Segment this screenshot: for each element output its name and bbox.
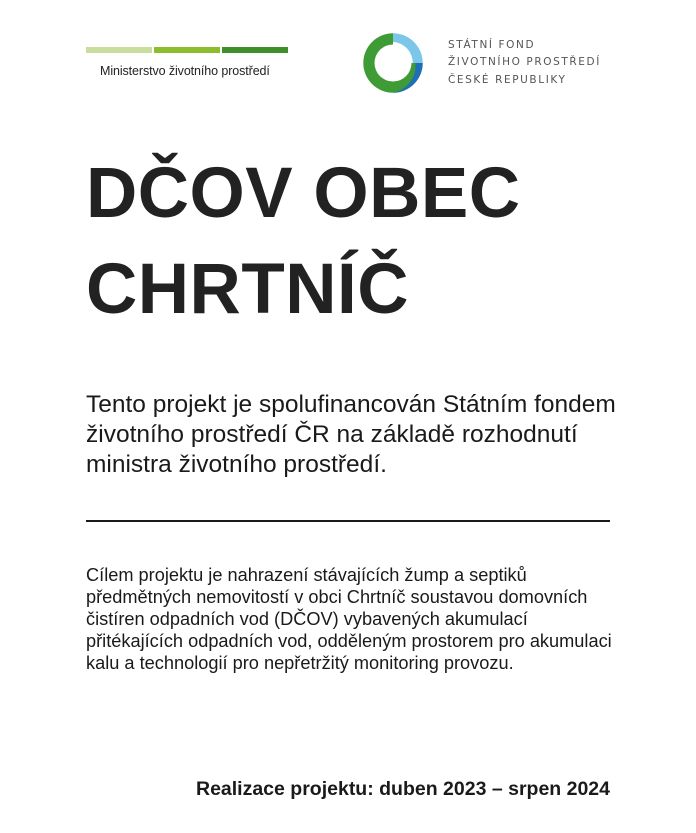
ministry-logo-bar-dark — [222, 47, 288, 53]
ministry-logo-bar-light — [86, 47, 152, 53]
page-title-line-2: CHRTNÍČ — [86, 250, 409, 329]
ministry-logo — [86, 47, 288, 78]
project-goal: Cílem projektu je nahrazení stávajících žump a septiků předmětných nemovitostí v obci Chrtníč soustavou domovních čistíren odpadních vod (DČOV) vybavených akumulací přitékajících odpadních vod, odděleným prostorem pro akumulaci kalu a technologií pro nepřetržitý monitoring provozu. — [86, 565, 612, 673]
ministry-logo-bars — [86, 47, 288, 53]
ministry-logo-bar-mid — [154, 47, 220, 53]
state-fund-line-3: ČESKÉ REPUBLIKY — [448, 73, 567, 86]
page-title — [86, 146, 521, 338]
state-fund-emblem-icon — [360, 30, 426, 96]
divider — [86, 520, 610, 522]
state-fund-line-2: ŽIVOTNÍHO PROSTŘEDÍ — [448, 56, 601, 69]
state-fund-name — [448, 37, 601, 90]
state-fund-logo — [360, 30, 601, 96]
project-period: Realizace projektu: duben 2023 – srpen 2024 — [195, 778, 610, 800]
ministry-name: Ministerstvo životního prostředí — [100, 64, 270, 78]
page-title-line-1: DČOV OBEC — [86, 154, 521, 233]
funding-statement: Tento projekt je spolufinancován Státním fondem životního prostředí ČR na základě rozhodnutí ministra životního prostředí. — [86, 391, 616, 478]
state-fund-line-1: STÁTNÍ FOND — [448, 38, 536, 51]
